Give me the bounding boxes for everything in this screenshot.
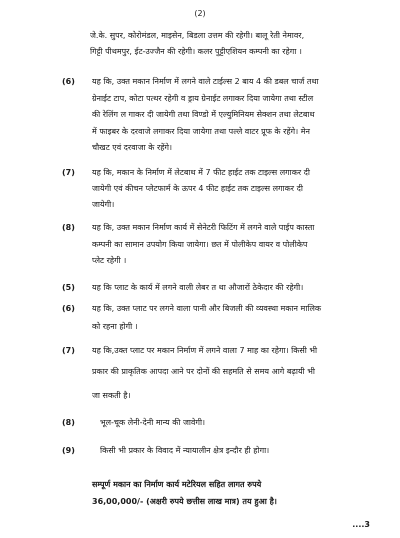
clause-9-line-1: किसी भी प्रकार के विवाद में न्यायालीन क्षेत्र इन्दौर ही होगा।: [100, 446, 270, 455]
clause-6-line-5: चौखट एवं दरवाजा के रहेंगे।: [92, 143, 173, 152]
clause-6-line-3: की रेलिंग ल गाकर दी जायेगी तथा विण्डो में एल्युमिनियम सेक्शन तथा लेटबाथ: [92, 110, 315, 119]
clause-5-line-1: यह कि प्लाट के कार्य में लगने वाली लेबर त था औजारों ठेकेदार की रहेगी।: [92, 283, 304, 292]
clause-8b-line-1: भूल-चूक लेनी-देनी मान्य की जावेगी।: [100, 418, 206, 427]
clause-8-line-1: यह कि, उक्त मकान निर्माण कार्य में सेनेटरी फिटिंग में लगने वाले पाईप कास्ता: [92, 223, 315, 232]
clause-6b-line-2: को रहना होगी ।: [92, 322, 138, 331]
clause-number: (6): [62, 77, 75, 86]
page-number: (2): [194, 9, 206, 18]
clause-number: (9): [62, 446, 75, 455]
clause-number: (7): [62, 346, 75, 355]
clause-6-line-2: ग्रेनाईट टाप, कोटा पत्थर रहेगी व ड्राय ग्रेनाईट लगाकर दिया जायेगा तथा स्टील: [92, 94, 314, 103]
clause-number: (7): [62, 168, 75, 177]
clause-6-line-4: में फाइबर के दरवाजे लगाकर दिया जायेगा तथा पल्ले वाटर प्रूफ के रहेंगे। मेन: [92, 127, 310, 136]
clause-7b-line-1: यह कि,उक्त प्लाट पर मकान निर्माण में लगने वाला 7 माह का रहेगा। किसी भी: [92, 346, 318, 355]
clause-7b-line-2: प्रकार की प्राकृतिक आपदा आने पर दोनों की सहमति से समय आगे बढ़ायी भी: [92, 367, 315, 376]
clause-6b-line-1: यह कि, उक्त प्लाट पर लगने वाला पानी और बिजली की व्यवस्था मकान मालिक: [92, 304, 322, 313]
summary-line-1: सम्पूर्ण मकान का निर्माण कार्य मटेरियल सहित लागत रुपये: [92, 480, 262, 489]
clause-number: (8): [62, 418, 75, 427]
clause-7-line-1: यह कि, मकान के निर्माण में लेटबाथ में 7 फीट हाईट तक टाइल्स लगाकर दी: [92, 168, 310, 177]
clause-6-line-1: यह कि, उक्त मकान निर्माण में लगने वाले टाईल्स 2 बाय 4 की डबल चार्ज तथा: [92, 77, 319, 86]
intro-line-2: गिट्टी पीथमपुर, ईट-उज्जैन की रहेगी। कलर पुट्टीएशियन कम्पनी का रहेगा ।: [90, 47, 302, 56]
clause-8-line-3: प्लेट रहेगी ।: [92, 256, 127, 265]
clause-number: (8): [62, 223, 75, 232]
summary-line-2: 36,00,000/- (अक्षरी रुपये छत्तीस लाख मात्र) तय हुआ है।: [92, 497, 277, 506]
clause-7-line-2: जायेगी एवं कीचन प्लेटफार्म के ऊपर 4 फीट हाईट तक टाइल्स लगाकर दी: [92, 184, 303, 193]
intro-line-1: जे.के. सुपर, कोरोमंडल, माइसेन, बिडला उत्तम की रहेगी। बालू रेती नेमावर,: [90, 31, 305, 40]
clause-7b-line-3: जा सकती है।: [92, 391, 131, 400]
clause-number: (6): [62, 304, 75, 313]
clause-number: (5): [62, 283, 75, 292]
continuation-marker: ....3: [352, 520, 370, 529]
clause-7-line-3: जायेगी।: [92, 200, 115, 209]
clause-8-line-2: कम्पनी का सामान उपयोग किया जायेगा। छत में पोलीकेप वायर व पोलीकेप: [92, 240, 308, 249]
